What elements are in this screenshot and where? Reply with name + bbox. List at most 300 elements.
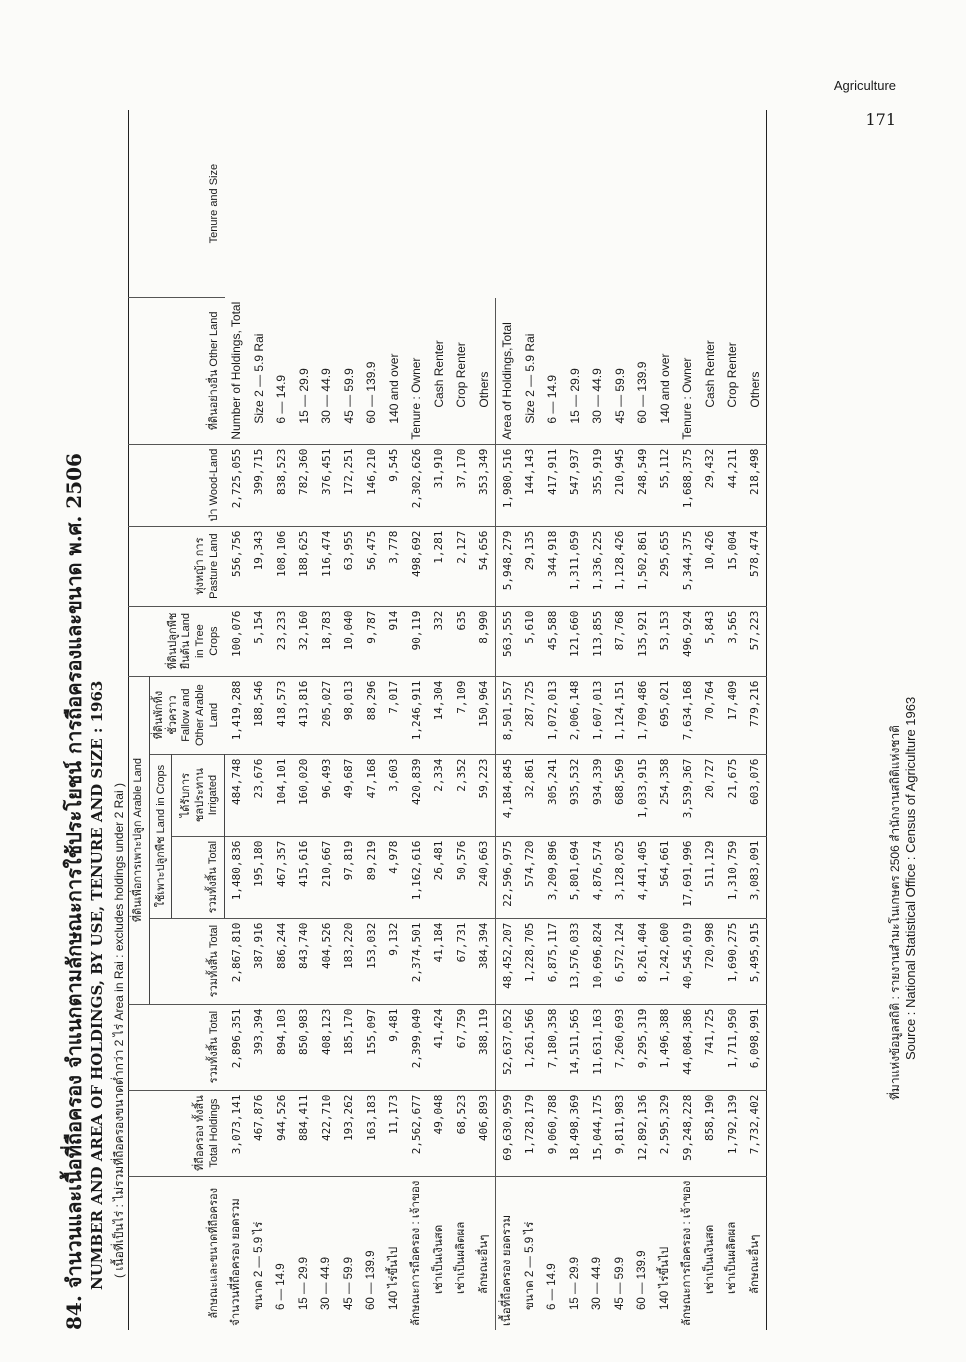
cell-value: 7,109 — [450, 676, 473, 754]
row-label-english: Size 2 — 5.9 Rai — [251, 333, 266, 424]
cell-value: 7,180,358 — [541, 1004, 564, 1090]
section-label: Agriculture — [833, 78, 896, 93]
cell-value: 10,426 — [699, 526, 722, 606]
row-label-english: Tenure : Owner — [680, 357, 695, 440]
cell-value: 404,526 — [315, 918, 338, 1004]
table-row — [609, 110, 632, 1330]
row-label-thai: 30 — 44.9 — [315, 1176, 338, 1330]
cell-value: 45,588 — [541, 606, 564, 676]
cell-value: 564,661 — [654, 836, 677, 918]
row-label-english: 45 — 59.9 — [612, 368, 627, 424]
cell-value: 50,576 — [450, 836, 473, 918]
cell-value: 32,160 — [293, 606, 316, 676]
cell-value: 1,310,759 — [721, 836, 744, 918]
cell-value: 1,728,179 — [519, 1090, 542, 1176]
title-thai: 84. จำนวนและเนื้อที่ถือครอง จำแนกตามลักษณะการใช้ประโยชน์ การถือครองและขนาด พ.ศ. 2506 — [62, 453, 86, 1330]
cell-value: 2,896,351 — [225, 1004, 248, 1090]
cell-value: 6,098,991 — [744, 1004, 767, 1090]
row-label-thai: ขนาด 2 — 5.9 ไร่ — [248, 1176, 271, 1330]
cell-value: 413,816 — [293, 676, 316, 754]
cell-value: 8,990 — [473, 606, 496, 676]
cell-value: 59,223 — [473, 754, 496, 836]
row-label-thai: 60 — 139.9 — [360, 1176, 383, 1330]
row-label-english: 15 — 29.9 — [296, 368, 311, 424]
cell-value: 1,242,600 — [654, 918, 677, 1004]
cell-value: 23,676 — [248, 754, 271, 836]
cell-value: 40,545,019 — [676, 918, 699, 1004]
row-label-english: Crop Renter — [454, 342, 469, 408]
cell-value: 10,696,824 — [586, 918, 609, 1004]
cell-value: 218,498 — [744, 444, 767, 526]
cell-value: 248,549 — [631, 444, 654, 526]
cell-value: 55,112 — [654, 444, 677, 526]
row-label-english: Others — [747, 371, 762, 408]
cell-value: 18,498,369 — [564, 1090, 587, 1176]
cell-value: 52,637,052 — [496, 1004, 519, 1090]
table-row — [744, 110, 767, 1330]
cell-value: 10,040 — [338, 606, 361, 676]
cell-value: 163,183 — [360, 1090, 383, 1176]
table-row — [405, 110, 428, 1330]
cell-value: 210,945 — [609, 444, 632, 526]
cell-value: 9,787 — [360, 606, 383, 676]
cell-value: 7,634,168 — [676, 676, 699, 754]
row-label-thai: ลักษณะอื่นๆ — [744, 1176, 767, 1330]
cell-value: 467,357 — [270, 836, 293, 918]
cell-value: 1,711,950 — [721, 1004, 744, 1090]
cell-value: 3,209,896 — [541, 836, 564, 918]
table-row — [383, 110, 406, 1330]
row-label-thai: 6 — 14.9 — [541, 1176, 564, 1330]
row-label-thai: 30 — 44.9 — [586, 1176, 609, 1330]
col-wood: ป่า Wood-Land — [129, 444, 225, 526]
row-label-thai: จำนวนที่ถือครอง ยอดรวม — [225, 1176, 248, 1330]
cell-value: 3,128,025 — [609, 836, 632, 918]
cell-value: 104,101 — [270, 754, 293, 836]
cell-value: 240,663 — [473, 836, 496, 918]
cell-value: 121,660 — [564, 606, 587, 676]
row-label-thai: ลักษณะการถือครอง : เจ้าของ — [405, 1176, 428, 1330]
cell-value: 6,572,124 — [609, 918, 632, 1004]
cell-value: 67,731 — [450, 918, 473, 1004]
cell-value: 70,764 — [699, 676, 722, 754]
cell-value: 1,228,705 — [519, 918, 542, 1004]
cell-value: 32,861 — [519, 754, 542, 836]
cell-value: 98,013 — [338, 676, 361, 754]
cell-value: 484,748 — [225, 754, 248, 836]
cell-value: 4,184,845 — [496, 754, 519, 836]
cell-value: 2,399,049 — [405, 1004, 428, 1090]
cell-value: 635 — [450, 606, 473, 676]
cell-value: 3,778 — [383, 526, 406, 606]
cell-value: 11,631,163 — [586, 1004, 609, 1090]
row-label-english: 140 and over — [657, 353, 672, 424]
row-label-thai: เช่าเป็นเงินสด — [428, 1176, 451, 1330]
cell-value: 4,978 — [383, 836, 406, 918]
cell-value: 5,610 — [519, 606, 542, 676]
table-row — [293, 110, 316, 1330]
cell-value: 1,281 — [428, 526, 451, 606]
cell-value: 406,893 — [473, 1090, 496, 1176]
cell-value: 3,539,367 — [676, 754, 699, 836]
cell-value: 113,855 — [586, 606, 609, 676]
row-label-thai: ลักษณะการถือครอง : เจ้าของ — [676, 1176, 699, 1330]
cell-value: 3,083,091 — [744, 836, 767, 918]
title-english: NUMBER AND AREA OF HOLDINGS, BY USE, TENURE AND SIZE : 1963 — [88, 680, 106, 1290]
cell-value: 511,129 — [699, 836, 722, 918]
cell-value: 108,106 — [270, 526, 293, 606]
row-label-thai: 45 — 59.9 — [609, 1176, 632, 1330]
cell-value: 14,304 — [428, 676, 451, 754]
cell-value: 1,980,516 — [496, 444, 519, 526]
col-arable-total: รวมทั้งสิ้น Total — [149, 918, 224, 1004]
source-english: Source : National Statistical Office : Census of Agriculture 1963 — [903, 696, 918, 1060]
cell-value: 9,545 — [383, 444, 406, 526]
cell-value: 934,339 — [586, 754, 609, 836]
cell-value: 2,302,626 — [405, 444, 428, 526]
cell-value: 603,076 — [744, 754, 767, 836]
cell-value: 355,919 — [586, 444, 609, 526]
cell-value: 415,616 — [293, 836, 316, 918]
cell-value: 1,311,059 — [564, 526, 587, 606]
cell-value: 5,154 — [248, 606, 271, 676]
table-row — [586, 110, 609, 1330]
cell-value: 29,432 — [699, 444, 722, 526]
cell-value: 1,792,139 — [721, 1090, 744, 1176]
cell-value: 305,241 — [541, 754, 564, 836]
row-label-english: Others — [476, 371, 491, 408]
cell-value: 5,843 — [699, 606, 722, 676]
cell-value: 54,656 — [473, 526, 496, 606]
row-label-english: 6 — 14.9 — [274, 374, 289, 424]
cell-value: 858,190 — [699, 1090, 722, 1176]
cell-value: 388,119 — [473, 1004, 496, 1090]
cell-value: 90,119 — [405, 606, 428, 676]
cell-value: 183,220 — [338, 918, 361, 1004]
cell-value: 8,501,557 — [496, 676, 519, 754]
col-other-land: ที่ดินอย่างอื่น Other Land — [129, 298, 225, 444]
row-label-thai: 6 — 14.9 — [270, 1176, 293, 1330]
cell-value: 97,819 — [338, 836, 361, 918]
row-label-english: 6 — 14.9 — [545, 374, 560, 424]
cell-value: 160,020 — [293, 754, 316, 836]
stub-header-english: Tenure and Size — [207, 163, 220, 244]
cell-value: 41,184 — [428, 918, 451, 1004]
cell-value: 376,451 — [315, 444, 338, 526]
cell-value: 4,876,574 — [586, 836, 609, 918]
cell-value: 295,655 — [654, 526, 677, 606]
holdings-table — [128, 110, 767, 1330]
cell-value: 12,892,136 — [631, 1090, 654, 1176]
table-row — [315, 110, 338, 1330]
row-label-english: Tenure : Owner — [409, 357, 424, 440]
table-row — [428, 110, 451, 1330]
stub-header-thai: ลักษณะและขนาดที่ถือครอง — [129, 1176, 225, 1330]
cell-value: 695,021 — [654, 676, 677, 754]
cell-value: 210,667 — [315, 836, 338, 918]
cell-value: 135,921 — [631, 606, 654, 676]
cell-value: 1,688,375 — [676, 444, 699, 526]
row-label-thai: 45 — 59.9 — [338, 1176, 361, 1330]
cell-value: 574,720 — [519, 836, 542, 918]
row-label-english: 140 and over — [386, 353, 401, 424]
row-label-english: 30 — 44.9 — [319, 368, 334, 424]
cell-value: 1,496,388 — [654, 1004, 677, 1090]
table-row — [360, 110, 383, 1330]
cell-value: 287,725 — [519, 676, 542, 754]
cell-value: 1,480,836 — [225, 836, 248, 918]
cell-value: 37,170 — [450, 444, 473, 526]
cell-value: 1,033,915 — [631, 754, 654, 836]
cell-value: 3,603 — [383, 754, 406, 836]
cell-value: 2,867,810 — [225, 918, 248, 1004]
row-label-thai: 140 ไร่ขึ้นไป — [654, 1176, 677, 1330]
cell-value: 1,419,288 — [225, 676, 248, 754]
cell-value: 393,394 — [248, 1004, 271, 1090]
cell-value: 578,474 — [744, 526, 767, 606]
table-row — [450, 110, 473, 1330]
cell-value: 146,210 — [360, 444, 383, 526]
rotated-table-page — [58, 110, 928, 1330]
cell-value: 384,394 — [473, 918, 496, 1004]
cell-value: 422,710 — [315, 1090, 338, 1176]
cell-value: 417,911 — [541, 444, 564, 526]
cell-value: 57,223 — [744, 606, 767, 676]
cell-value: 344,918 — [541, 526, 564, 606]
table-row — [225, 110, 248, 1330]
cell-value: 1,261,566 — [519, 1004, 542, 1090]
cell-value: 894,103 — [270, 1004, 293, 1090]
cell-value: 5,495,915 — [744, 918, 767, 1004]
cell-value: 720,998 — [699, 918, 722, 1004]
cell-value: 17,691,996 — [676, 836, 699, 918]
cell-value: 195,180 — [248, 836, 271, 918]
cell-value: 886,244 — [270, 918, 293, 1004]
cell-value: 1,336,225 — [586, 526, 609, 606]
col-group-land-in-crops: ใช้เพาะปลูกพืช Land in Crops — [149, 754, 172, 918]
table-row — [699, 110, 722, 1330]
row-label-english: Area of Holdings,Total — [496, 298, 519, 444]
cell-value: 49,687 — [338, 754, 361, 836]
cell-value: 9,132 — [383, 918, 406, 1004]
cell-value: 3,073,141 — [225, 1090, 248, 1176]
cell-value: 69,630,959 — [496, 1090, 519, 1176]
cell-value: 48,452,207 — [496, 918, 519, 1004]
row-label-english: 60 — 139.9 — [635, 361, 650, 424]
row-label-thai: 140 ไร่ขึ้นไป — [383, 1176, 406, 1330]
cell-value: 67,759 — [450, 1004, 473, 1090]
cell-value: 7,017 — [383, 676, 406, 754]
cell-value: 850,983 — [293, 1004, 316, 1090]
cell-value: 418,573 — [270, 676, 293, 754]
cell-value: 63,955 — [338, 526, 361, 606]
row-label-thai: เช่าเป็นเงินสด — [699, 1176, 722, 1330]
cell-value: 56,475 — [360, 526, 383, 606]
col-total: รวมทั้งสิ้น Total — [129, 1004, 225, 1090]
cell-value: 2,595,329 — [654, 1090, 677, 1176]
cell-value: 353,349 — [473, 444, 496, 526]
cell-value: 116,474 — [315, 526, 338, 606]
row-label-english: Number of Holdings, Total — [229, 301, 243, 440]
cell-value: 782,360 — [293, 444, 316, 526]
cell-value: 22,596,975 — [496, 836, 519, 918]
cell-value: 779,216 — [744, 676, 767, 754]
cell-value: 935,532 — [564, 754, 587, 836]
col-holdings: ที่ถือครอง ทั้งสิ้น Total Holdings — [129, 1090, 225, 1176]
cell-value: 87,768 — [609, 606, 632, 676]
cell-value: 2,562,677 — [405, 1090, 428, 1176]
col-group-arable: ที่ดินเพื่อการเพาะปลูก Arable Land — [129, 676, 150, 1004]
cell-value: 172,251 — [338, 444, 361, 526]
row-label-english: 30 — 44.9 — [590, 368, 605, 424]
cell-value: 467,876 — [248, 1090, 271, 1176]
cell-value: 150,964 — [473, 676, 496, 754]
cell-value: 188,546 — [248, 676, 271, 754]
cell-value: 49,048 — [428, 1090, 451, 1176]
cell-value: 89,219 — [360, 836, 383, 918]
cell-value: 9,811,983 — [609, 1090, 632, 1176]
table-row — [270, 110, 293, 1330]
cell-value: 21,675 — [721, 754, 744, 836]
col-pasture: ทุ่งหญ้า การ Pasture Land — [129, 526, 225, 606]
cell-value: 6,875,117 — [541, 918, 564, 1004]
cell-value: 5,801,694 — [564, 836, 587, 918]
cell-value: 2,006,148 — [564, 676, 587, 754]
cell-value: 59,248,228 — [676, 1090, 699, 1176]
row-label-thai: 15 — 29.9 — [564, 1176, 587, 1330]
cell-value: 547,937 — [564, 444, 587, 526]
cell-value: 1,502,861 — [631, 526, 654, 606]
cell-value: 100,076 — [225, 606, 248, 676]
cell-value: 1,690,275 — [721, 918, 744, 1004]
cell-value: 205,027 — [315, 676, 338, 754]
cell-value: 1,709,486 — [631, 676, 654, 754]
cell-value: 496,924 — [676, 606, 699, 676]
cell-value: 5,948,279 — [496, 526, 519, 606]
cell-value: 29,135 — [519, 526, 542, 606]
cell-value: 387,916 — [248, 918, 271, 1004]
cell-value: 420,839 — [405, 754, 428, 836]
cell-value: 1,128,426 — [609, 526, 632, 606]
cell-value: 399,715 — [248, 444, 271, 526]
cell-value: 185,170 — [338, 1004, 361, 1090]
row-label-thai: ลักษณะอื่นๆ — [473, 1176, 496, 1330]
cell-value: 15,044,175 — [586, 1090, 609, 1176]
cell-value: 2,334 — [428, 754, 451, 836]
cell-value: 254,358 — [654, 754, 677, 836]
table-row — [473, 110, 496, 1330]
cell-value: 23,233 — [270, 606, 293, 676]
row-label-thai: เนื้อที่ถือครอง ยอดรวม — [496, 1176, 519, 1330]
cell-value: 9,295,319 — [631, 1004, 654, 1090]
cell-value: 13,576,033 — [564, 918, 587, 1004]
cell-value: 884,411 — [293, 1090, 316, 1176]
cell-value: 96,493 — [315, 754, 338, 836]
cell-value: 688,569 — [609, 754, 632, 836]
table-row — [248, 110, 271, 1330]
cell-value: 20,727 — [699, 754, 722, 836]
cell-value: 47,168 — [360, 754, 383, 836]
cell-value: 2,725,055 — [225, 444, 248, 526]
cell-value: 5,344,375 — [676, 526, 699, 606]
cell-value: 15,004 — [721, 526, 744, 606]
row-label-english: Crop Renter — [725, 342, 740, 408]
cell-value: 11,173 — [383, 1090, 406, 1176]
cell-value: 14,511,565 — [564, 1004, 587, 1090]
cell-value: 1,607,013 — [586, 676, 609, 754]
cell-value: 556,756 — [225, 526, 248, 606]
row-label-english: 15 — 29.9 — [567, 368, 582, 424]
table-row — [676, 110, 699, 1330]
cell-value: 41,424 — [428, 1004, 451, 1090]
cell-value: 741,725 — [699, 1004, 722, 1090]
cell-value: 26,481 — [428, 836, 451, 918]
cell-value: 9,481 — [383, 1004, 406, 1090]
cell-value: 153,032 — [360, 918, 383, 1004]
cell-value: 44,084,386 — [676, 1004, 699, 1090]
cell-value: 53,153 — [654, 606, 677, 676]
cell-value: 188,625 — [293, 526, 316, 606]
row-label-english: Cash Renter — [702, 340, 717, 408]
row-label-english: Cash Renter — [431, 340, 446, 408]
cell-value: 88,296 — [360, 676, 383, 754]
cell-value: 8,261,404 — [631, 918, 654, 1004]
cell-value: 1,162,616 — [405, 836, 428, 918]
cell-value: 1,124,151 — [609, 676, 632, 754]
row-label-thai: ขนาด 2 — 5.9 ไร่ — [519, 1176, 542, 1330]
cell-value: 193,262 — [338, 1090, 361, 1176]
cell-value: 408,123 — [315, 1004, 338, 1090]
page-number: 171 — [865, 110, 896, 129]
cell-value: 2,127 — [450, 526, 473, 606]
cell-value: 3,565 — [721, 606, 744, 676]
cell-value: 144,143 — [519, 444, 542, 526]
table-row — [496, 110, 519, 1330]
cell-value: 563,555 — [496, 606, 519, 676]
table-row — [519, 110, 542, 1330]
cell-value: 1,072,013 — [541, 676, 564, 754]
cell-value: 44,211 — [721, 444, 744, 526]
cell-value: 838,523 — [270, 444, 293, 526]
cell-value: 17,409 — [721, 676, 744, 754]
cell-value: 2,374,501 — [405, 918, 428, 1004]
cell-value: 31,910 — [428, 444, 451, 526]
row-label-thai: เช่าเป็นผลิตผล — [721, 1176, 744, 1330]
table-row — [541, 110, 564, 1330]
cell-value: 2,352 — [450, 754, 473, 836]
cell-value: 7,732,402 — [744, 1090, 767, 1176]
row-label-english: Size 2 — 5.9 Rai — [522, 333, 537, 424]
source-thai: ที่มาแห่งข้อมูลสถิติ : รายงานสำมะโนเกษตร 2506 สำนักงานสถิติแห่งชาติ — [888, 725, 902, 1100]
col-irrigated: ได้รับการชลประทาน Irrigated — [172, 754, 225, 836]
cell-value: 4,441,405 — [631, 836, 654, 918]
cell-value: 19,343 — [248, 526, 271, 606]
cell-value: 18,783 — [315, 606, 338, 676]
table-row — [721, 110, 744, 1330]
table-row — [564, 110, 587, 1330]
cell-value: 498,692 — [405, 526, 428, 606]
cell-value: 332 — [428, 606, 451, 676]
col-fallow: ที่ดินพักทิ้งชั่วคราว Fallow and Other Arable Land — [149, 676, 224, 754]
cell-value: 68,523 — [450, 1090, 473, 1176]
cell-value: 155,097 — [360, 1004, 383, 1090]
table-row — [654, 110, 677, 1330]
table-row — [631, 110, 654, 1330]
row-label-english: 45 — 59.9 — [341, 368, 356, 424]
col-tree-crops: ที่ดินปลูกพืชยืนต้น Land in Tree Crops — [129, 606, 225, 676]
unit-note: ( เนื้อที่เป็นไร่ : ไม่รวมที่ถือครองขนาดต่ำกว่า 2 ไร่ Area in Rai : excludes holdings under 2 Rai ) — [112, 783, 126, 1278]
cell-value: 914 — [383, 606, 406, 676]
